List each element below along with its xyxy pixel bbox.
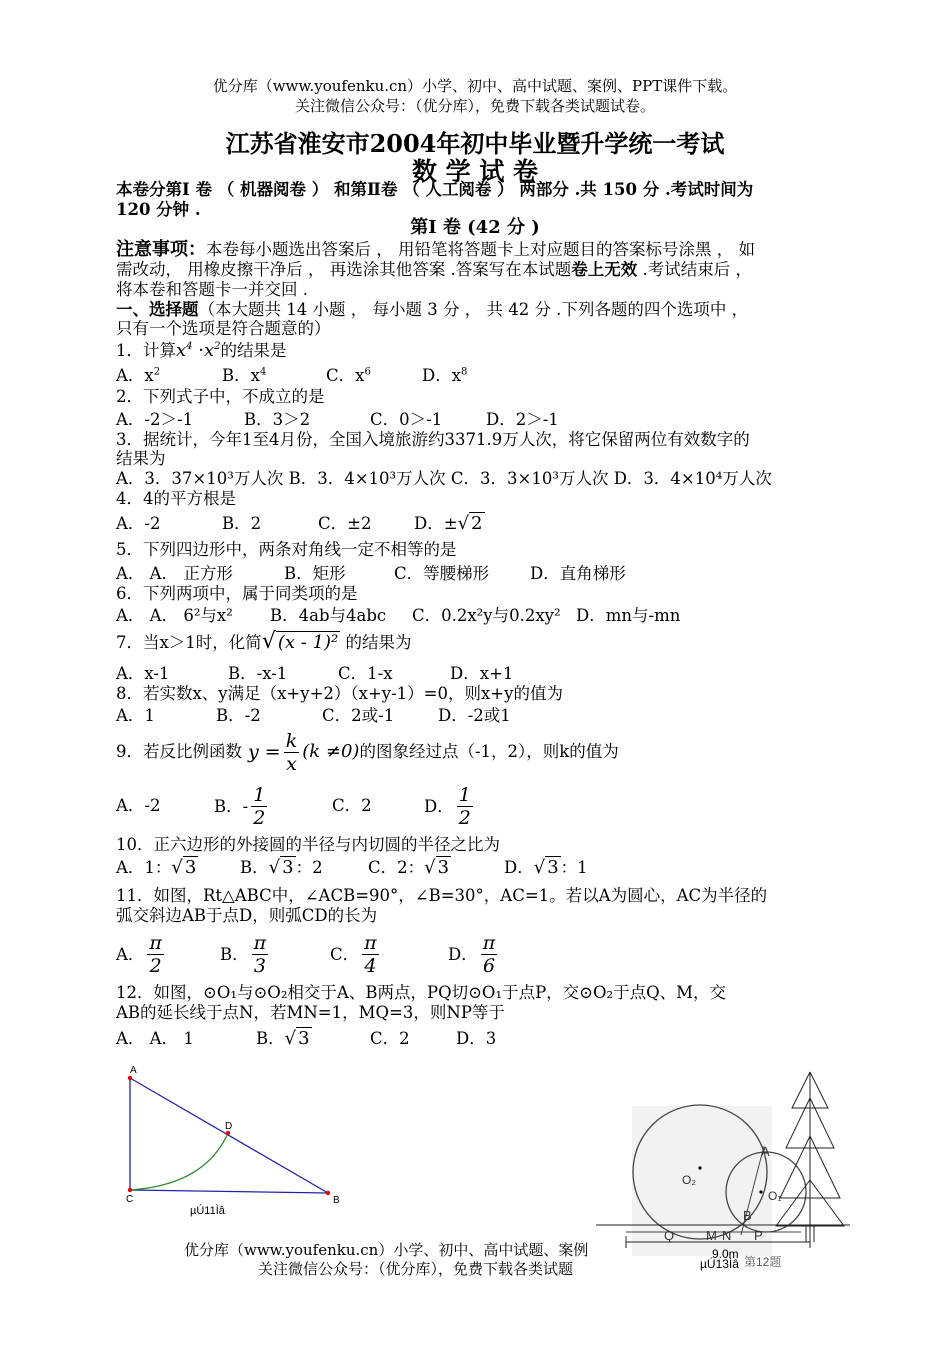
point-a: [128, 1076, 132, 1080]
label-a: A: [130, 1065, 137, 1076]
side-ab: [130, 1078, 328, 1193]
intro-line-2: 120 分钟 .: [116, 200, 201, 219]
q11-stem-2: 弧交斜边AB于点D，则弧CD的长为: [116, 906, 378, 925]
q12-option-c: C．2: [370, 1029, 410, 1048]
q1-expression: $x^4 \cdot x^2$: [176, 340, 221, 361]
arc-cd: [130, 1133, 228, 1190]
q6-option-b: B．4ab与4abc: [270, 606, 387, 625]
q3-options: A．3．37×10³万人次 B．3．4×10³万人次 C．3．3×10³万人次 D．3．4×10⁴万人次: [116, 469, 772, 488]
q8-option-b: B．-2: [216, 706, 261, 725]
point-b: [326, 1191, 330, 1195]
q5-option-a: A． A． 正方形: [116, 564, 233, 583]
label-b: B: [743, 1208, 752, 1223]
q9-option-b: B．- $\frac{1}{2}$: [214, 784, 266, 829]
notice-label: 注意事项：: [116, 239, 206, 260]
q12-option-a: A． A． 1: [116, 1029, 194, 1048]
q8-stem: 8．若实数x、y满足（x+y+2）（x+y-1）=0，则x+y的值为: [116, 684, 563, 703]
notice-text-1: 本卷每小题选出答案后 ， 用铅笔将答题卡上对应题目的答案标号涂黑 ， 如: [206, 240, 755, 259]
q2-option-a: A．-2＞-1: [116, 410, 194, 429]
notice-line-1: [116, 240, 755, 260]
site-footer-line-2: 关注微信公众号：（优分库），免费下载各类试题: [258, 1260, 574, 1278]
q1-option-c: C．$x^6$: [326, 366, 371, 385]
q8-option-c: C．2或-1: [322, 706, 395, 725]
label-m: M: [706, 1228, 717, 1243]
exam-title: 江苏省淮安市2004年初中毕业暨升学统一考试: [225, 129, 725, 158]
site-footer-line-1: 优分库（www.youfenku.cn）小学、初中、高中试题、案例: [184, 1241, 589, 1259]
point-c: [128, 1188, 132, 1192]
q3-stem-2: 结果为: [116, 449, 166, 468]
q12-option-b: B．√ 3: [256, 1028, 310, 1049]
site-header-line-1: 优分库（www.youfenku.cn）小学、初中、高中试题、案例、PPT课件下载。: [212, 77, 738, 95]
q9-option-a: A．-2: [116, 796, 161, 815]
notice-text-3: .考试结束后 ，: [637, 260, 752, 279]
q10-option-d: D．√ 3 ：1: [504, 857, 588, 878]
q7-stem: 7．当x＞1时，化简√ (x - 1)² 的结果为: [116, 629, 412, 654]
q11-option-b: B． $\frac{\pi}{3}$: [220, 932, 267, 977]
q6-option-c: C．0.2x²y与0.2xy²: [412, 606, 561, 625]
side-cb: [130, 1190, 328, 1193]
q4-option-a: A．-2: [116, 514, 161, 533]
label-o1: O₁: [768, 1189, 782, 1203]
q1-option-d: D．$x^8$: [422, 366, 468, 385]
q11-option-d: D． $\frac{\pi}{6}$: [448, 932, 496, 977]
q7-option-d: D．x+1: [450, 664, 514, 683]
figure-12-caption: µÚ13Ìâ: [700, 1257, 739, 1271]
center-o1: [759, 1190, 762, 1193]
q11-option-c: C． $\frac{\pi}{4}$: [330, 932, 377, 977]
q1-option-b: B．$x^4$: [222, 366, 267, 385]
q7-option-a: A．x-1: [116, 664, 170, 683]
notice-text-2: 需改动， 用橡皮擦干净后 ， 再选涂其他答案 .答案写在本试题: [116, 260, 572, 279]
q7-option-b: B．-x-1: [228, 664, 288, 683]
q10-option-a: A．1：√ 3: [116, 857, 197, 878]
q4-stem: 4．4的平方根是: [116, 489, 236, 508]
q8-option-a: A．1: [116, 706, 155, 725]
figure-12-caption-2: 第12题: [744, 1255, 782, 1269]
q2-option-c: C．0＞-1: [370, 410, 443, 429]
q11-options: [116, 930, 616, 980]
q10-stem: 10．正六边形的外接圆的半径与内切圆的半径之比为: [116, 835, 500, 854]
q11-stem-1: 11．如图，Rt△ABC中，∠ACB=90°，∠B=30°，AC=1。若以A为圆心，AC为半径的: [116, 886, 768, 905]
label-c: C: [126, 1194, 134, 1205]
q9-option-d: D． $\frac{1}{2}$: [424, 784, 471, 829]
notice-emphasis: 卷上无效: [571, 260, 638, 279]
q2-stem: 2．下列式子中，不成立的是: [116, 387, 325, 406]
q3-stem-1: 3．据统计，今年1至4月份，全国入境旅游约3371.9万人次，将它保留两位有效数字的: [116, 430, 750, 449]
q2-option-b: B．3＞2: [244, 410, 311, 429]
q4-option-c: C．±2: [318, 514, 372, 533]
label-p: P: [754, 1228, 763, 1243]
q8-option-d: D．-2或1: [438, 706, 511, 725]
section1-text-1: （本大题共 14 小题 ， 每小题 3 分 ， 共 42 分 .下列各题的四个选项中 ，: [198, 300, 749, 319]
q6-option-a: A． A． 6²与x²: [116, 606, 233, 625]
label-b: B: [333, 1195, 340, 1206]
q6-stem: 6．下列两项中，属于同类项的是: [116, 584, 358, 603]
q10-option-c: C．2：√ 3: [368, 857, 450, 878]
q5-stem: 5．下列四边形中，两条对角线一定不相等的是: [116, 540, 457, 559]
q9-option-c: C．2: [332, 796, 372, 815]
q2-option-d: D．2＞-1: [486, 410, 559, 429]
q6-option-d: D．mn与-mn: [576, 606, 681, 625]
site-header-line-2: 关注微信公众号：（优分库），免费下载各类试题试卷。: [294, 97, 655, 115]
notice-line-3: 将本卷和答题卡一并交回 .: [116, 280, 308, 299]
label-n: N: [722, 1228, 732, 1243]
intro-line-1: 本卷分第Ⅰ 卷 （ 机器阅卷 ） 和第Ⅱ卷 （ 人工阅卷 ） 两部分 .共 150 分 .考试时间为: [116, 180, 754, 199]
q12-stem-2: AB的延长线于点N，若MN=1，MQ=3，则NP等于: [116, 1003, 505, 1022]
q7-radicand: (x - 1)²: [277, 632, 339, 653]
label-a: A: [761, 1144, 770, 1159]
label-o2: O₂: [682, 1173, 696, 1187]
q1-post: 的结果是: [220, 341, 287, 360]
label-q: Q: [664, 1228, 675, 1243]
q7-option-c: C．1-x: [338, 664, 393, 683]
q5-option-d: D．直角梯形: [530, 564, 626, 583]
q11-option-a: A． $\frac{\pi}{2}$: [116, 932, 162, 977]
q1-stem: [116, 341, 287, 361]
q1-pre: 1．计算: [116, 341, 176, 360]
q9-stem: 9．若反比例函数 y = $\frac{k}{x}$ (k ≠0) 的图象经过点（-1，2），则k的值为: [116, 729, 619, 775]
q5-option-c: C．等腰梯形: [394, 564, 490, 583]
label-d: D: [225, 1121, 233, 1132]
figure-12: [596, 1070, 850, 1275]
q5-option-b: B．矩形: [284, 564, 346, 583]
figure-11: [110, 1060, 370, 1230]
section1-label: 一、选择题: [116, 300, 199, 319]
q4-option-b: B．2: [222, 514, 262, 533]
part1-title: 第Ⅰ 卷 (42 分 ): [410, 217, 540, 238]
center-o2: [698, 1166, 701, 1169]
q12-stem-1: 12．如图，⊙O₁与⊙O₂相交于A、B两点，PQ切⊙O₁于点P，交⊙O₂于点Q、M，交: [116, 983, 727, 1002]
measure-label: 9.0m: [712, 1247, 739, 1261]
section1-line-2: 只有一个选项是符合题意的）: [116, 319, 331, 338]
q12-option-d: D．3: [456, 1029, 497, 1048]
q1-option-a: A．$x^2$: [116, 366, 161, 385]
q10-option-b: B．√ 3 ：2: [240, 857, 323, 878]
figure-11-caption: µÚ11Ìâ: [190, 1205, 225, 1217]
notice-line-2: [116, 260, 752, 280]
section1-line-1: [116, 300, 748, 320]
q4-option-d: D．±√ 2: [414, 513, 483, 534]
q9-options: [116, 782, 616, 832]
exam-subtitle: 数 学 试 卷: [411, 157, 539, 186]
